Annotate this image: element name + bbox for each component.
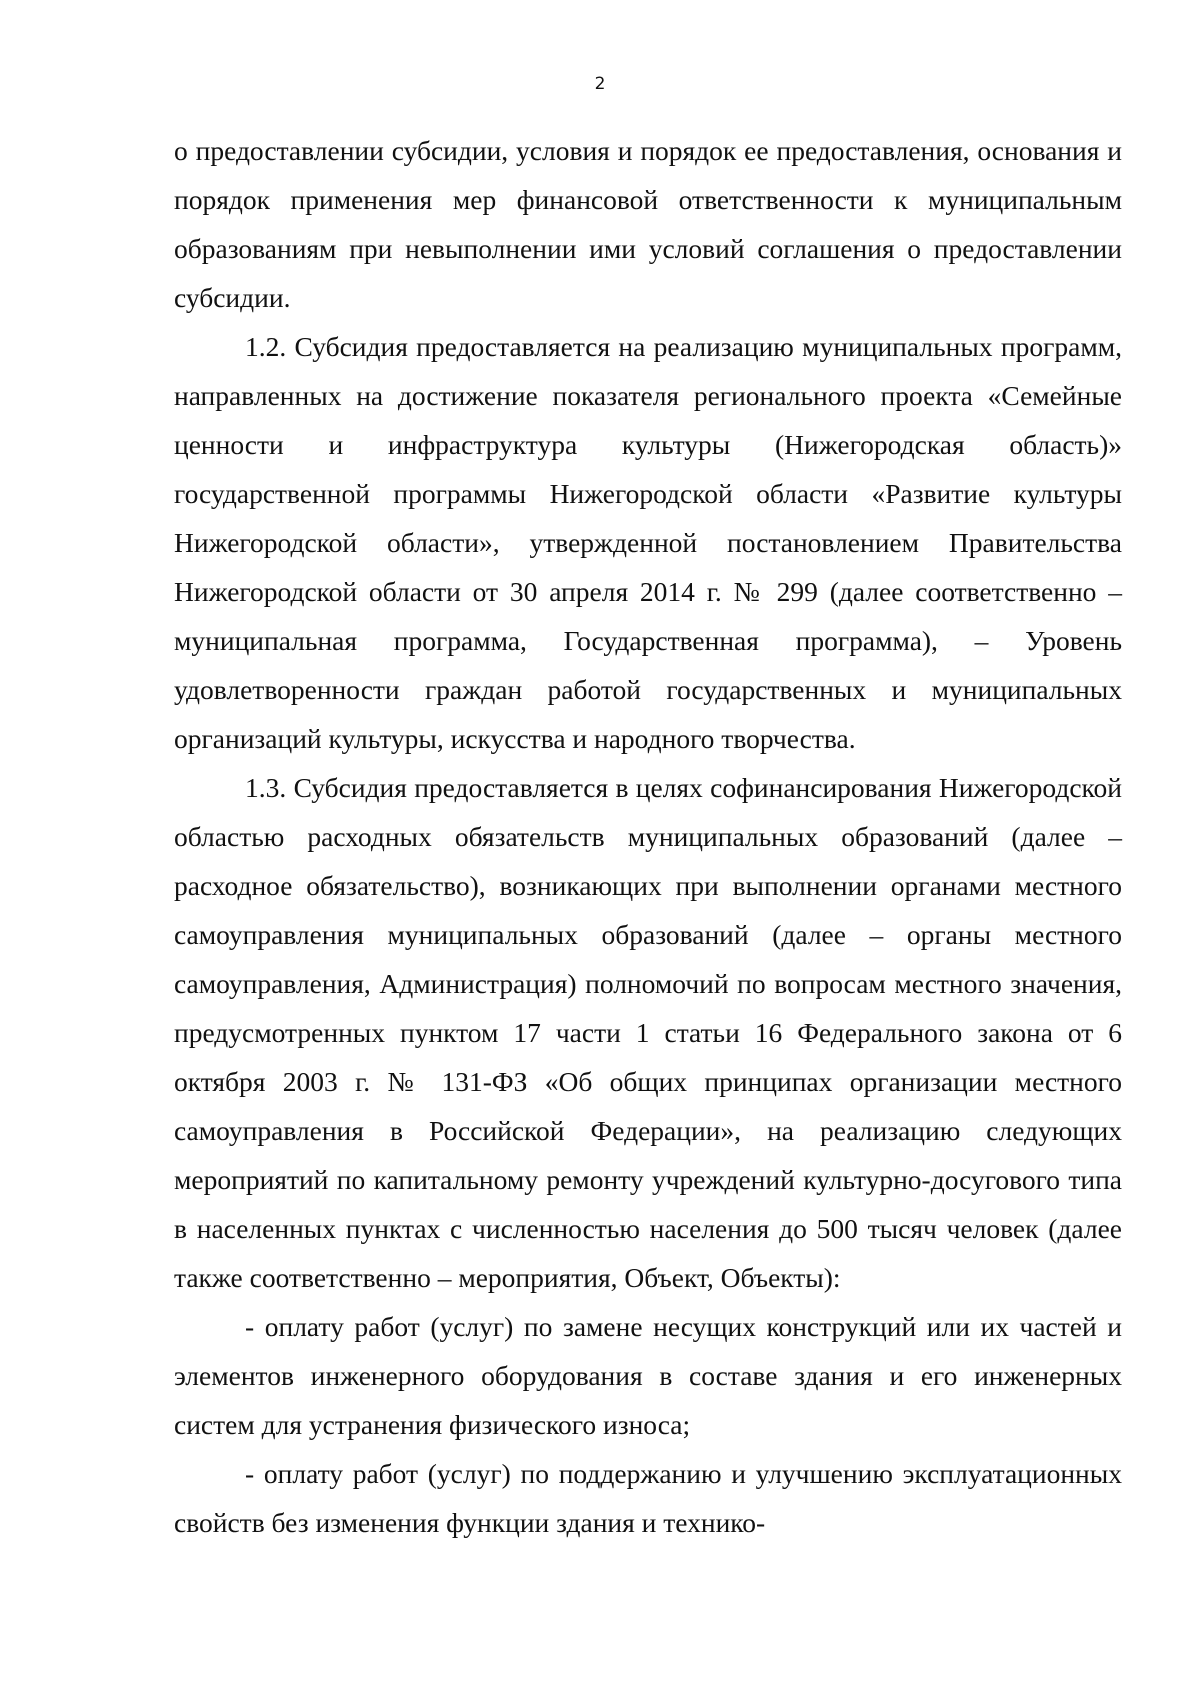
paragraph-1-2: 1.2. Субсидия предоставляется на реализацию муниципальных программ, направленных на достижение показателя регионального проекта «Семейные ценности и инфраструктура культуры (Нижегородская область)» государственной программы Нижегородской области «Развитие культуры Нижегородской области», утвержденной постановлением Правительства Нижегородской области от 30 апреля 2014 г. № 299 (далее соответственно – муниципальная программа, Государственная программа), – Уровень удовлетворенности граждан работой государственных и муниципальных организаций культуры, искусства и народного творчества. xyxy=(174,331,1122,754)
paragraph-1-3: 1.3. Субсидия предоставляется в целях софинансирования Нижегородской областью расходных обязательств муниципальных образований (далее – расходное обязательство), возникающих при выполнении органами местного самоуправления муниципальных образований (далее – органы местного самоуправления, Администрация) полномочий по вопросам местного значения, предусмотренных пунктом 17 части 1 статьи 16 Федерального закона от 6 октября 2003 г. № 131-ФЗ «Об общих принципах организации местного самоуправления в Российской Федерации», на реализацию следующих мероприятий по капитальному ремонту учреждений культурно-досугового типа в населенных пунктах с численностью населения до 500 тысяч человек (далее также соответственно – мероприятия, Объект, Объекты): xyxy=(174,772,1122,1293)
page-number: 2 xyxy=(594,74,606,94)
list-item-replacement-works: - оплату работ (услуг) по замене несущих конструкций или их частей и элементов инженерного оборудования в составе здания и его инженерных систем для устранения физического износа; xyxy=(174,1311,1122,1440)
paragraph-continuation: о предоставлении субсидии, условия и порядок ее предоставления, основания и порядок применения мер финансовой ответственности к муниципальным образованиям при невыполнении ими условий соглашения о предоставлении субсидии. xyxy=(174,135,1122,313)
list-item-maintenance-works: - оплату работ (услуг) по поддержанию и улучшению эксплуатационных свойств без изменения функции здания и технико- xyxy=(174,1458,1122,1538)
document-body xyxy=(174,126,1122,1547)
